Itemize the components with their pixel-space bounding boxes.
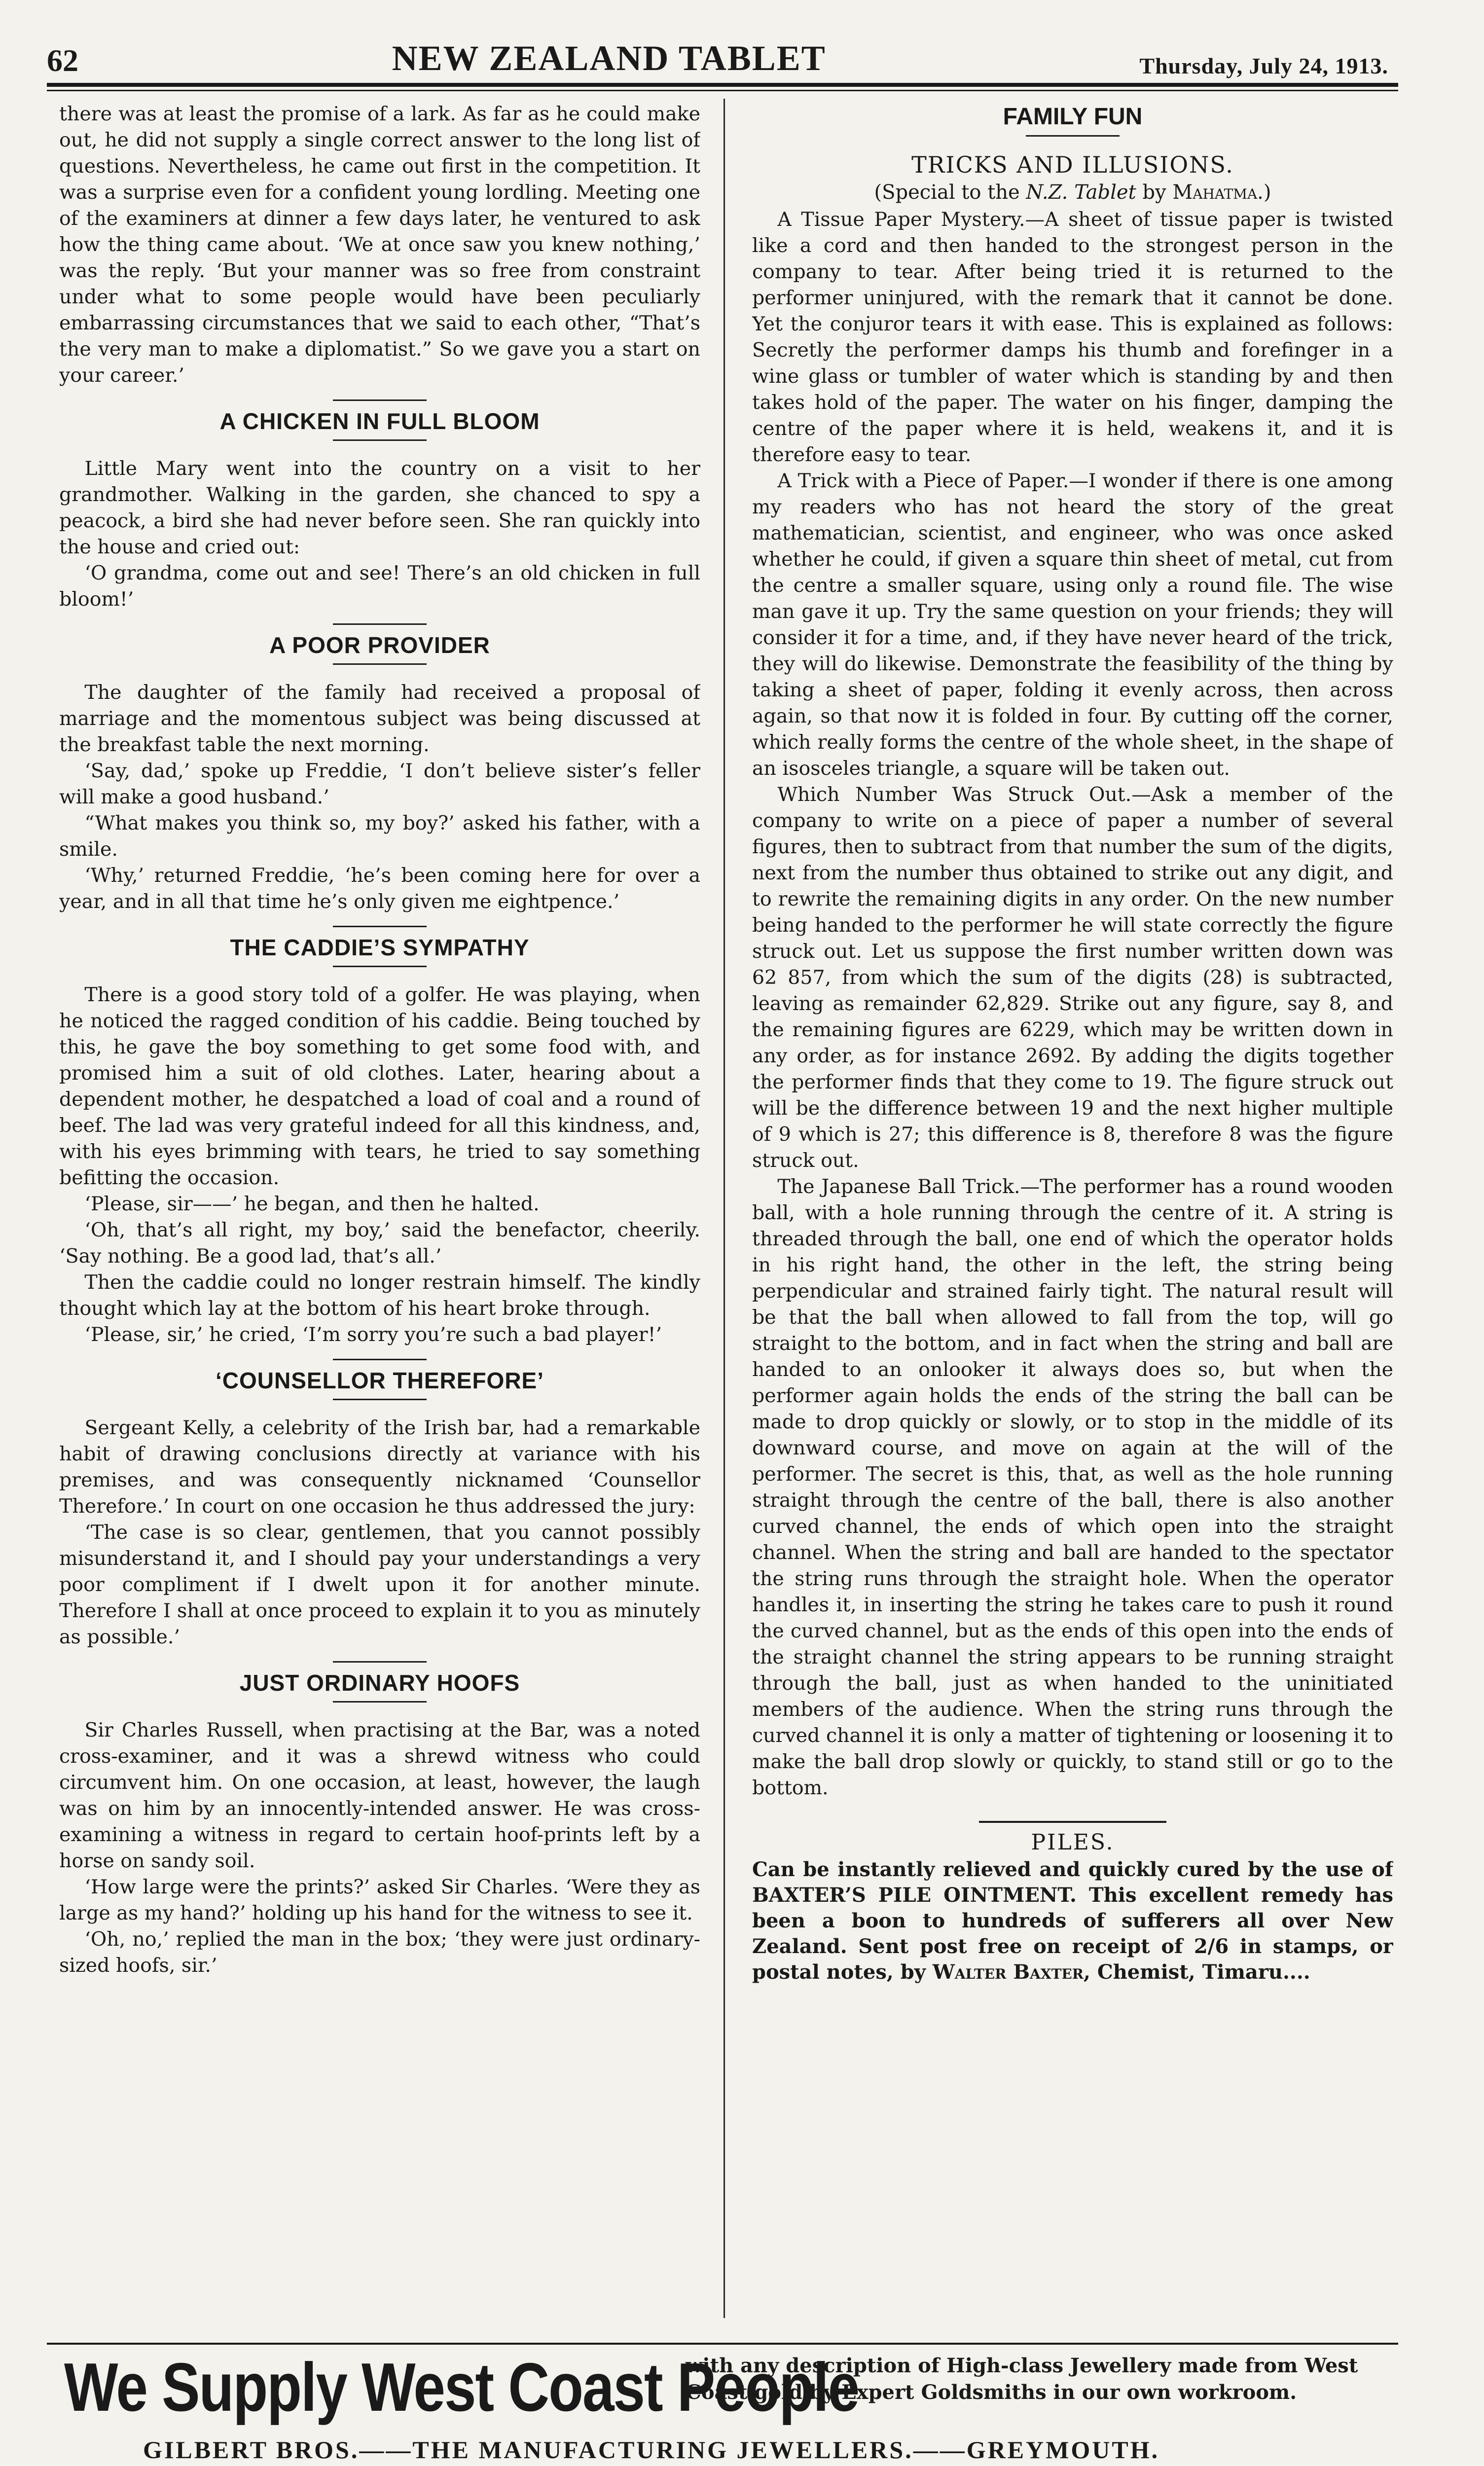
tricks-subtitle: TRICKS AND ILLUSIONS. — [911, 151, 1234, 178]
advert-side-text: with any description of High-class Jewellery made from West Coast gold by Expert Goldsmiths in our own workroom. — [686, 2354, 1358, 2404]
trick-paragraph-number: Which Number Was Struck Out.—Ask a member of the company to write on a piece of paper a number of several figures, then to subtract from that number the sum of the digits, next from the number thus obtained to strike out any digit, and to rewrite the remaining digits in any order. On the new number being handed to the performer he will state correctly the figure struck out. Let us suppose the first number written down was 62 857, from which the sum of the digits (28) is subtracted, leaving as remainder 62,829. Strike out any figure, say 8, and the remaining figures are 6229, which may be written down in any order, as for instance 2692. By adding the digits together the performer finds that they come to 19. The figure struck out will be the difference between 19 and the next higher multiple of 9 which is 27; this difference is 8, therefore 8 was the figure struck out. — [752, 783, 1393, 1172]
credit-publication: N.Z. Tablet — [1026, 181, 1136, 204]
credit-author: Mahatma — [1172, 181, 1258, 204]
section-underline — [333, 663, 427, 665]
section-rule — [333, 926, 427, 927]
piles-seller: Walter Baxter — [932, 1960, 1084, 1984]
piles-advert — [752, 1857, 1393, 1985]
story-paragraph: ‘O grandma, come out and see! There’s an old chicken in full bloom!’ — [59, 562, 700, 611]
publication-title: NEW ZEALAND TABLET — [392, 38, 826, 78]
family-fun-title: FAMILY FUN — [1003, 104, 1143, 130]
piles-text-end: , Chemist, Timaru.... — [1084, 1960, 1310, 1984]
trick-paragraph-ball: The Japanese Ball Trick.—The performer has a round wooden ball, with a hole running through the centre of it. A string is threaded through the ball, one end of which the operator holds in his right hand, the other in the left, the string being perpendicular and strained fairly tight. The natural result will be that the ball when allowed to fall from the top, will go straight to the bottom, and in fact when the string and ball are handed to an onlooker it always does so, but when the performer again holds the ends of the string the ball can be made to drop quickly or slowly, or to stop in the middle of its downward course, and move on again at the will of the performer. The secret is this, that, as well as the hole running straight through the centre of the ball, there is also another curved channel, the ends of which open into the straight channel. When the string and ball are handed to the spectator the string runs through the straight hole. When the operator handles it, in inserting the string he takes care to push it round the curved channel, but as the ends of this open into the ends of the straight channel the string appears to be running straight through the ball, just as when handed to the uninitiated members of the audience. When the string runs through the curved channel it is only a matter of tightening or loosening it to make the ball drop slowly or quickly, to stand still or go to the bottom. — [752, 1175, 1393, 1799]
advert-bottom-line: GILBERT BROS.——THE MANUFACTURING JEWELLERS.——GREYMOUTH. — [143, 2436, 1160, 2464]
piles-rule — [979, 1821, 1166, 1823]
section-underline — [333, 1701, 427, 1703]
section-underline — [1026, 135, 1120, 137]
story-paragraph: Then the caddie could no longer restrain himself. The kindly thought which lay at the bottom of his heart broke through. — [59, 1271, 700, 1320]
section-underline — [333, 439, 427, 441]
page-number: 62 — [47, 43, 78, 78]
article-credit — [752, 181, 1393, 204]
trick-paragraph-paper: A Trick with a Piece of Paper.—I wonder if there is one among my readers who has not heard the story of the great mathematician, scientist, and engineer, who was once asked whether he could, if given a square thin sheet of metal, cut from the centre a smaller square, using only a round file. The wise man gave it up. Try the same question on your friends; they will consider it for a time, and, if they have never heard of the trick, they will do likewise. Demonstrate the feasibility of the thing by taking a sheet of paper, folding it evenly across, then across again, so that now it is folded in four. By cutting off the corner, which really forms the centre of the whole sheet, in the shape of an isosceles triangle, a square will be taken out. — [752, 470, 1393, 780]
credit-prefix: (Special to the — [874, 181, 1026, 204]
section-underline — [333, 966, 427, 967]
story-paragraph: Little Mary went into the country on a visit to her grandmother. Walking in the garden, she chanced to spy a peacock, a bird she had never before seen. She ran quickly into the house and cried out: — [59, 457, 700, 558]
story-paragraph: ‘Oh, no,’ replied the man in the box; ‘they were just ordinary-sized hoofs, sir.’ — [59, 1928, 700, 1977]
story-paragraph: Sergeant Kelly, a celebrity of the Irish bar, had a remarkable habit of drawing conclusions directly at variance with his premises, and was consequently nicknamed ‘Counsellor Therefore.’ In court on one occasion he thus addressed the jury: — [59, 1416, 700, 1518]
page-header — [47, 35, 1388, 79]
section-rule — [333, 1359, 427, 1360]
section-underline — [333, 1399, 427, 1400]
story-paragraph: ‘Why,’ returned Freddie, ‘he’s been coming here for over a year, and in all that time he’s only given me eightpence.’ — [59, 864, 700, 913]
section-title-chicken: A CHICKEN IN FULL BLOOM — [219, 408, 540, 434]
section-title-counsellor: ‘COUNSELLOR THEREFORE’ — [215, 1368, 544, 1393]
intro-paragraph: there was at least the promise of a lark. As far as he could make out, he did not supply a single correct answer to the long list of questions. Nevertheless, he came out first in the competition. It was a surprise even for a confident young lordling. Meeting one of the examiners at dinner a few days later, he ventured to ask how the thing came about. ‘We at once saw you knew nothing,’ was the reply. ‘But your manner was so free from constraint under what to some people would have been peculiarly embarrassing circumstances that we said to each other, “That’s the very man to make a diplomatist.” So we gave you a start on your career.’ — [59, 103, 700, 387]
section-title-hoofs: JUST ORDINARY HOOFS — [239, 1670, 520, 1696]
story-paragraph: ‘The case is so clear, gentlemen, that you cannot possibly misunderstand it, and I should pay your understandings a very poor compliment if I dwelt upon it for another minute. Therefore I shall at once proceed to explain it to you as minutely as possible.’ — [59, 1521, 700, 1648]
piles-title: PILES. — [1031, 1830, 1115, 1855]
story-paragraph: ‘Say, dad,’ spoke up Freddie, ‘I don’t believe sister’s feller will make a good husband.’ — [59, 760, 700, 808]
column-divider — [724, 99, 725, 2318]
right-column — [752, 101, 1393, 2311]
section-title-poor-provider: A POOR PROVIDER — [269, 632, 490, 658]
header-rule-thick — [47, 83, 1398, 87]
piles-text: Can be instantly relieved and quickly cured by the use of BAXTER’S PILE OINTMENT. This excellent remedy has been a boon to hundreds of sufferers all over New Zealand. Sent post free on receipt of 2/6 in stamps, or postal notes, by — [752, 1858, 1393, 1984]
issue-date: Thursday, July 24, 1913. — [1139, 53, 1388, 78]
story-paragraph: The daughter of the family had received a proposal of marriage and the momentous subject was being discussed at the breakfast table the next morning. — [59, 681, 700, 756]
section-title-caddie: THE CADDIE’S SYMPATHY — [230, 935, 530, 960]
story-paragraph: ‘Please, sir——’ he began, and then he halted. — [84, 1193, 540, 1215]
story-paragraph: There is a good story told of a golfer. He was playing, when he noticed the ragged condition of his caddie. Being touched by this, he gave the boy something to get some food with, and promised him a suit of old clothes. Later, hearing about a dependent mother, he despatched a load of coal and a round of beef. The lad was very grateful indeed for all this kindness, and, with his eyes brimming with tears, he tried to say something befitting the occasion. — [59, 983, 700, 1189]
section-rule — [333, 1661, 427, 1663]
left-column — [59, 101, 700, 2335]
section-rule — [333, 399, 427, 401]
trick-paragraph-tissue: A Tissue Paper Mystery.—A sheet of tissue paper is twisted like a cord and then handed to the strongest person in the company to tear. After being tried it is returned to the performer uninjured, with the remark that it cannot be done. Yet the conjuror tears it with ease. This is explained as follows: Secretly the performer damps his thumb and forefinger in a wine glass or tumbler of water which is standing by and then takes hold of the paper. The water on his finger, damping the centre of the paper where it is held, weakens it, and it is therefore easy to tear. — [752, 208, 1393, 466]
story-paragraph: ‘How large were the prints?’ asked Sir Charles. ‘Were they as large as my hand?’ holding up his hand for the witness to see it. — [59, 1876, 700, 1924]
story-paragraph: ‘Oh, that’s all right, my boy,’ said the benefactor, cheerily. ‘Say nothing. Be a good lad, that’s all.’ — [59, 1219, 700, 1268]
credit-by: by — [1136, 181, 1173, 204]
section-rule — [333, 623, 427, 625]
credit-suffix: .) — [1257, 181, 1271, 204]
advert-headline: We Supply West Coast People — [64, 2349, 859, 2426]
story-paragraph: “What makes you think so, my boy?’ asked his father, with a smile. — [59, 812, 700, 861]
story-paragraph: ‘Please, sir,’ he cried, ‘I’m sorry you’re such a bad player!’ — [84, 1323, 662, 1346]
story-paragraph: Sir Charles Russell, when practising at the Bar, was a noted cross-examiner, and it was a shrewd witness who could circumvent him. On one occasion, at least, however, the laugh was on him by an innocently-intended answer. He was cross-examining a witness in regard to certain hoof-prints left by a horse on sandy soil. — [59, 1719, 700, 1872]
header-rule-thin — [47, 90, 1398, 91]
